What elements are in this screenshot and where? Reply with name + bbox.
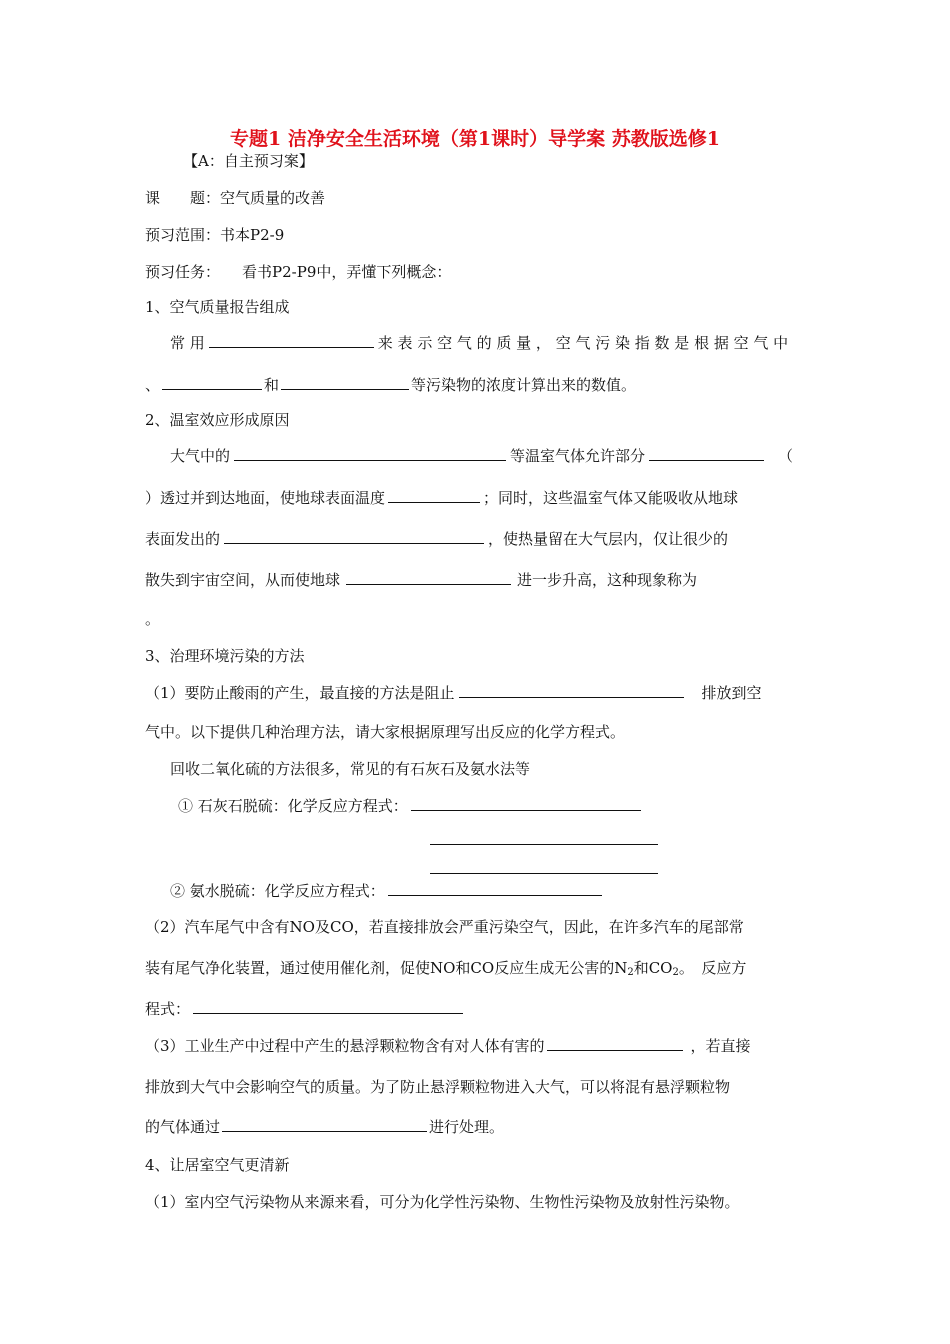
subscript: 2 bbox=[627, 967, 634, 978]
s1-heading: 1、空气质量报告组成 bbox=[145, 298, 290, 316]
s1-text: 常 用 bbox=[170, 334, 205, 352]
page-title: 专题1 洁净安全生活环境（第1课时）导学案 苏教版选修1 bbox=[230, 128, 720, 150]
blank-field[interactable] bbox=[649, 445, 764, 461]
equation-blank[interactable] bbox=[430, 857, 658, 874]
s3-text: 排放到空 bbox=[701, 684, 762, 702]
s4-heading: 4、让居室空气更清新 bbox=[145, 1156, 290, 1174]
s3-p2-line3 bbox=[145, 998, 463, 1019]
s1-text: 、 bbox=[145, 376, 161, 394]
s2-text: （ bbox=[778, 447, 794, 465]
s3-ammonia-line bbox=[170, 880, 602, 901]
s2-text: ，使热量留在大气层内，仅让很少的 bbox=[488, 530, 729, 548]
topic-label: 课 题： bbox=[145, 189, 221, 207]
s3-p1-line3: 回收二氧化硫的方法很多，常见的有石灰石及氨水法等 bbox=[170, 760, 531, 778]
section-a-label: 【A：自主预习案】 bbox=[183, 152, 314, 170]
s3-text: 程式： bbox=[145, 1000, 191, 1018]
s3-text: 。 反应方 bbox=[678, 959, 747, 977]
s2-text: 表面发出的 bbox=[145, 530, 221, 548]
s1-line2 bbox=[145, 374, 636, 395]
s2-line2 bbox=[145, 487, 738, 508]
equation-blank[interactable] bbox=[388, 880, 602, 896]
blank-field[interactable] bbox=[547, 1035, 683, 1051]
blank-field[interactable] bbox=[281, 374, 409, 390]
s2-heading: 2、温室效应形成原因 bbox=[145, 411, 290, 429]
blank-field[interactable] bbox=[234, 445, 506, 461]
task-value: 看书P2-P9中，弄懂下列概念： bbox=[242, 263, 452, 281]
s2-text: 散失到宇宙空间，从而使地球 bbox=[145, 571, 341, 589]
s3-text: 的气体通过 bbox=[145, 1118, 221, 1136]
s2-text: ；同时，这些温室气体又能吸收从地球 bbox=[483, 489, 739, 507]
s3-text: ② 氨水脱硫：化学反应方程式： bbox=[170, 882, 385, 900]
s3-text: （1）要防止酸雨的产生，最直接的方法是阻止 bbox=[145, 684, 455, 702]
s3-p1-line2: 气中。以下提供几种治理方法，请大家根据原理写出反应的化学方程式。 bbox=[145, 723, 626, 741]
s2-line5: 。 bbox=[145, 610, 161, 628]
equation-blank[interactable] bbox=[411, 795, 641, 811]
s2-text: 进一步升高，这种现象称为 bbox=[517, 571, 698, 589]
range-line: 预习范围：书本P2-9 bbox=[145, 226, 285, 244]
s3-p2-line1: （2）汽车尾气中含有NO及CO，若直接排放会严重污染空气，因此，在许多汽车的尾部常 bbox=[145, 918, 744, 936]
topic-value: 空气质量的改善 bbox=[220, 189, 326, 207]
s1-text: 来 表 示 空 气 的 质 量 ， 空 气 污 染 指 数 是 根 据 空 气 中 bbox=[377, 334, 789, 352]
equation-blank[interactable] bbox=[193, 998, 463, 1014]
s3-text: （3）工业生产中过程中产生的悬浮颗粒物含有对人体有害的 bbox=[145, 1037, 545, 1055]
subscript: 2 bbox=[672, 967, 679, 978]
s2-line1 bbox=[170, 445, 793, 466]
s3-limestone-line bbox=[178, 795, 641, 816]
topic-line bbox=[145, 188, 325, 208]
s3-text: 装有尾气净化装置，通过使用催化剂，促使NO和CO反应生成无公害的N bbox=[145, 959, 628, 977]
blank-field[interactable] bbox=[222, 1116, 427, 1132]
s2-line3 bbox=[145, 528, 728, 549]
s1-text: 和 bbox=[264, 376, 280, 394]
task-line bbox=[145, 262, 451, 282]
blank-field[interactable] bbox=[346, 569, 511, 585]
s3-p3-line3 bbox=[145, 1116, 504, 1137]
task-label: 预习任务： bbox=[145, 263, 221, 281]
blank-field[interactable] bbox=[388, 487, 480, 503]
equation-blank[interactable] bbox=[430, 828, 658, 845]
blank-field[interactable] bbox=[459, 682, 684, 698]
s3-heading: 3、治理环境污染的方法 bbox=[145, 647, 305, 665]
s3-text: 和CO bbox=[633, 959, 673, 977]
s2-text: 等温室气体允许部分 bbox=[510, 447, 646, 465]
s2-line4 bbox=[145, 569, 697, 590]
blank-field[interactable] bbox=[162, 374, 262, 390]
s3-p3-line2: 排放到大气中会影响空气的质量。为了防止悬浮颗粒物进入大气，可以将混有悬浮颗粒物 bbox=[145, 1078, 731, 1096]
s3-text: ，若直接 bbox=[690, 1037, 751, 1055]
s1-line1 bbox=[170, 332, 788, 353]
s2-text: ）透过并到达地面，使地球表面温度 bbox=[145, 489, 386, 507]
s3-text: ① 石灰石脱硫：化学反应方程式： bbox=[178, 797, 408, 815]
s3-p2-line2 bbox=[145, 958, 746, 983]
s2-text: 大气中的 bbox=[170, 447, 231, 465]
s1-text: 等污染物的浓度计算出来的数值。 bbox=[411, 376, 637, 394]
blank-field[interactable] bbox=[224, 528, 484, 544]
blank-field[interactable] bbox=[209, 332, 374, 348]
s4-p1: （1）室内空气污染物从来源来看，可分为化学性污染物、生物性污染物及放射性污染物。 bbox=[145, 1193, 740, 1211]
s3-text: 进行处理。 bbox=[429, 1118, 505, 1136]
s3-p1-line1 bbox=[145, 682, 762, 703]
s3-p3-line1 bbox=[145, 1035, 751, 1056]
